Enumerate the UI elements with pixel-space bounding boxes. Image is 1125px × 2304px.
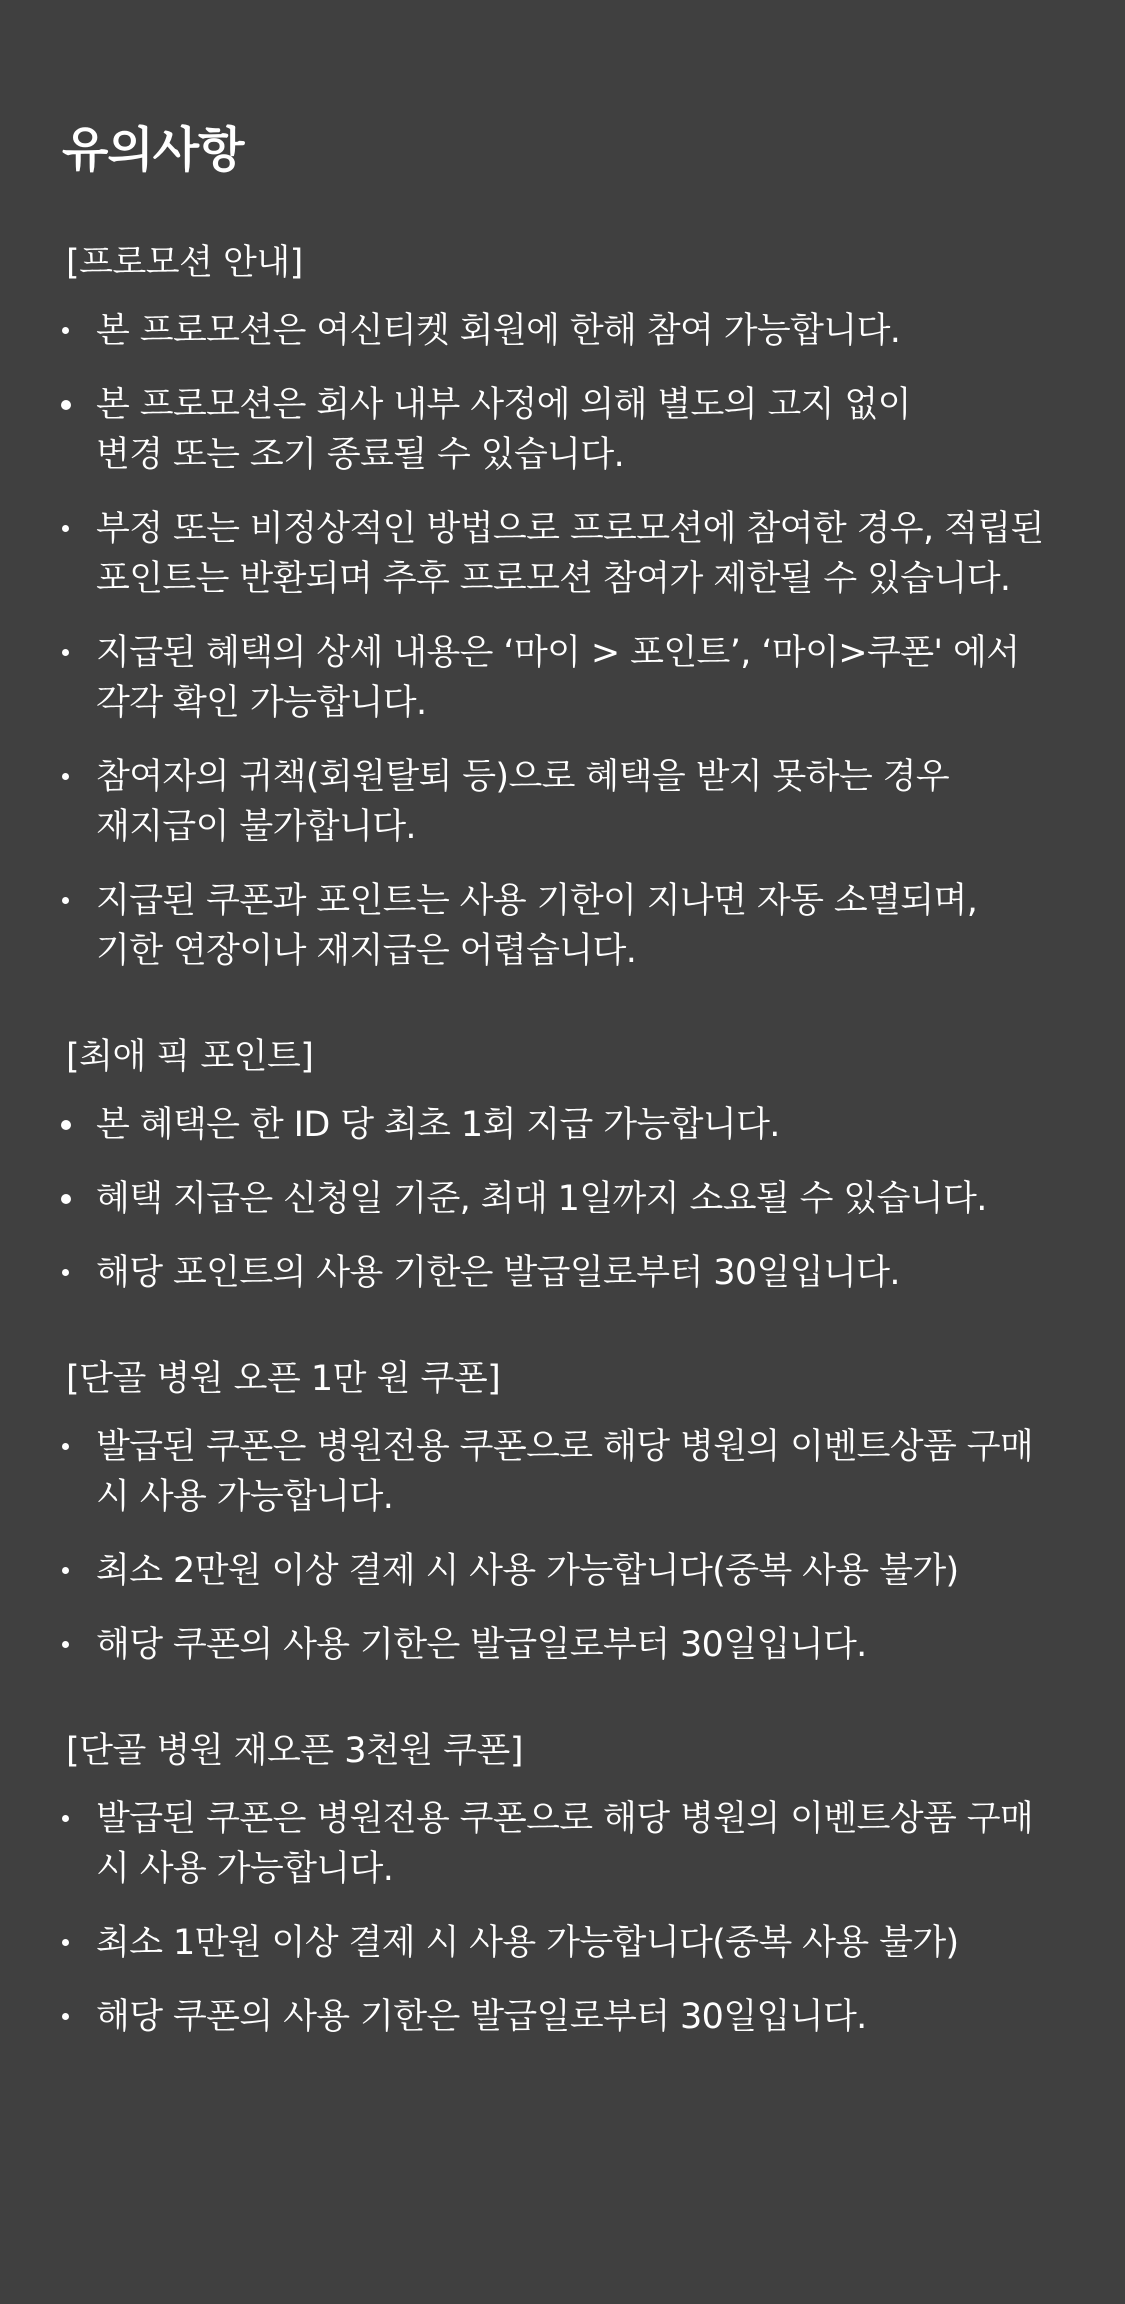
- notice-item: [62, 1620, 1065, 1670]
- section-heading: [프로모션 안내]: [66, 243, 303, 283]
- notice-item: [62, 1174, 1065, 1224]
- notice-item: [62, 1248, 1065, 1298]
- notice-item-text: 시 사용 가능합니다.: [96, 1477, 394, 1517]
- notice-item: [62, 1100, 1065, 1150]
- bullet-icon: [62, 1815, 69, 1822]
- notice-item-text: 부정 또는 비정상적인 방법으로 프로모션에 참여한 경우, 적립된: [96, 509, 1044, 549]
- bullet-icon: [62, 1567, 69, 1574]
- notice-item-text: 변경 또는 조기 종료될 수 있습니다.: [96, 435, 625, 475]
- notice-list: [62, 1100, 1065, 1298]
- bullet-icon: [62, 525, 69, 532]
- section-heading: [단골 병원 오픈 1만 원 쿠폰]: [66, 1359, 501, 1399]
- notice-item: [62, 306, 1065, 356]
- notice-item-text: 본 프로모션은 여신티켓 회원에 한해 참여 가능합니다.: [96, 311, 901, 351]
- notice-item-text: 발급된 쿠폰은 병원전용 쿠폰으로 해당 병원의 이벤트상품 구매: [96, 1427, 1034, 1467]
- bullet-icon: [62, 1269, 69, 1276]
- notice-section: [62, 238, 1065, 976]
- notice-list: [62, 306, 1065, 976]
- notice-item-text: 본 혜택은 한 ID 당 최초 1회 지급 가능합니다.: [96, 1105, 780, 1145]
- notice-item: [62, 1918, 1065, 1968]
- notice-item-text: 참여자의 귀책(회원탈퇴 등)으로 혜택을 받지 못하는 경우: [96, 757, 950, 797]
- section-heading: [단골 병원 재오픈 3천원 쿠폰]: [66, 1731, 523, 1771]
- notice-item-text: 해당 쿠폰의 사용 기한은 발급일로부터 30일입니다.: [96, 1997, 867, 2037]
- page-title: 유의사항: [62, 122, 244, 178]
- notice-item: [62, 1992, 1065, 2042]
- notice-item-text: 발급된 쿠폰은 병원전용 쿠폰으로 해당 병원의 이벤트상품 구매: [96, 1799, 1034, 1839]
- notice-item-text: 해당 쿠폰의 사용 기한은 발급일로부터 30일입니다.: [96, 1625, 867, 1665]
- notice-item-text: 본 프로모션은 회사 내부 사정에 의해 별도의 고지 없이: [96, 385, 911, 425]
- notice-item-text: 최소 1만원 이상 결제 시 사용 가능합니다(중복 사용 불가): [96, 1923, 959, 1963]
- notice-sections: [62, 238, 1065, 2042]
- notice-item: [62, 504, 1065, 604]
- bullet-icon: [61, 1120, 71, 1130]
- bullet-icon: [62, 649, 69, 656]
- notice-section: [62, 1032, 1065, 1298]
- bullet-icon: [61, 1194, 71, 1204]
- notice-section: [62, 1354, 1065, 1670]
- notice-item-text: 각각 확인 가능합니다.: [96, 683, 427, 723]
- notice-item: [62, 1422, 1065, 1522]
- notice-item: [62, 380, 1065, 480]
- notice-item-text: 혜택 지급은 신청일 기준, 최대 1일까지 소요될 수 있습니다.: [96, 1179, 987, 1219]
- bullet-icon: [62, 2013, 69, 2020]
- notice-section: [62, 1726, 1065, 2042]
- bullet-icon: [62, 897, 69, 904]
- notice-item-text: 재지급이 불가합니다.: [96, 807, 416, 847]
- bullet-icon: [62, 1939, 69, 1946]
- notice-item-text: 포인트는 반환되며 추후 프로모션 참여가 제한될 수 있습니다.: [96, 559, 1011, 599]
- notice-item: [62, 752, 1065, 852]
- bullet-icon: [62, 773, 69, 780]
- notice-item-text: 지급된 쿠폰과 포인트는 사용 기한이 지나면 자동 소멸되며,: [96, 881, 978, 921]
- notice-item-text: 시 사용 가능합니다.: [96, 1849, 394, 1889]
- notice-item-text: 최소 2만원 이상 결제 시 사용 가능합니다(중복 사용 불가): [96, 1551, 959, 1591]
- notice-item-text: 해당 포인트의 사용 기한은 발급일로부터 30일입니다.: [96, 1253, 900, 1293]
- notice-item: [62, 876, 1065, 976]
- bullet-icon: [62, 1443, 69, 1450]
- notice-list: [62, 1794, 1065, 2042]
- bullet-icon: [62, 327, 69, 334]
- notice-item-text: 지급된 혜택의 상세 내용은 ‘마이 > 포인트’, ‘마이>쿠폰' 에서: [96, 633, 1020, 673]
- notice-item: [62, 1546, 1065, 1596]
- bullet-icon: [61, 400, 71, 410]
- notice-list: [62, 1422, 1065, 1670]
- notice-item: [62, 628, 1065, 728]
- notice-item-text: 기한 연장이나 재지급은 어렵습니다.: [96, 931, 637, 971]
- notice-item: [62, 1794, 1065, 1894]
- section-heading: [최애 픽 포인트]: [66, 1037, 314, 1077]
- bullet-icon: [62, 1641, 69, 1648]
